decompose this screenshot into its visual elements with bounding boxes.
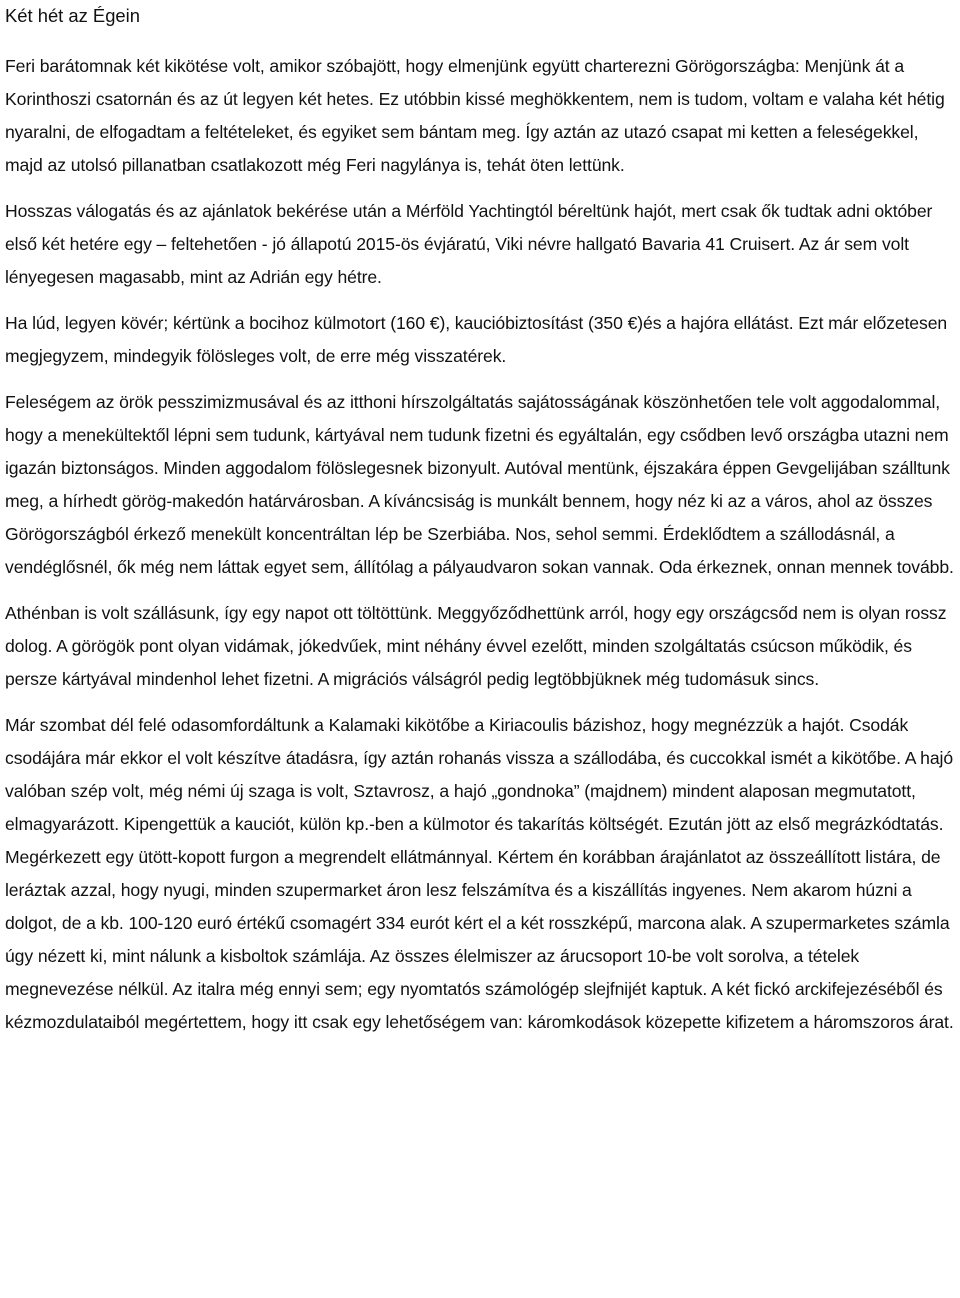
paragraph-athens: Athénban is volt szállásunk, így egy napot ott töltöttünk. Meggyőződhettünk arról, hogy egy országcsőd nem is olyan rossz dolog. A görögök pont olyan vidámak, jókedvűek, mint néhány évvel ezelőtt, minden szolgáltatás csúcson működik, és persze kártyával mindenhol lehet fizetni. A migrációs válságról pedig legtöbbjüknek még tudomásuk sincs.	[5, 603, 947, 689]
paragraph-handover: Már szombat dél felé odasomfordáltunk a Kalamaki kikötőbe a Kiriacoulis bázishoz, hogy megnézzük a hajót. Csodák csodájára már ekkor el volt készítve átadásra, így aztán rohanás vissza a szállodába, és cuccokkal ismét a kikötőbe. A hajó valóban szép volt, még némi új szaga is volt, Sztavrosz, a hajó „gondnoka” (majdnem) mindent alaposan megmutatott, elmagyarázott. Kipengettük a kauciót, külön kp.-ben a külmotor és takarítás költségét. Ezután jött az első megrázkódtatás. Megérkezett egy ütött-kopott furgon a megrendelt ellátmánnyal. Kértem én korábban árajánlatot az összeállított listára, de leráztak azzal, hogy nyugi, minden szupermarket áron lesz felszámítva és a kiszállítás ingyenes. Nem akarom húzni a dolgot, de a kb. 100-120 euró értékű csomagért 334 eurót kért el a két rosszképű, marcona alak. A szupermarketes számla úgy nézett ki, mint nálunk a kisboltok számlája. Az összes élelmiszer az árucsoport 10-be volt sorolva, a tételek megnevezése nélkül. Az italra még ennyi sem; egy nyomtatós számológép slejfnijét kaptuk. A két fickó arckifejezéséből és kézmozdulataiból megértettem, hogy itt csak egy lehetőségem van: káromkodások közepette kifizetem a háromszoros árat.	[5, 715, 954, 1032]
paragraph-yacht-choice: Hosszas válogatás és az ajánlatok bekérése után a Mérföld Yachtingtól béreltünk hajót, mert csak ők tudtak adni október első két hetére egy – feltehetően - jó állapotú 2015-ös évjáratú, Viki névre hallgató Bavaria 41 Cruisert. Az ár sem volt lényegesen magasabb, mint az Adrián egy hétre.	[5, 201, 933, 287]
document-title: Két hét az Égein	[5, 5, 140, 26]
paragraph-extras: Ha lúd, legyen kövér; kértünk a bocihoz külmotort (160 €), kaucióbiztosítást (350 €)és a hajóra ellátást. Ezt már előzetesen megjegyzem, mindegyik fölösleges volt, de erre még visszatérek.	[5, 313, 948, 366]
paragraph-worries: Feleségem az örök pesszimizmusával és az itthoni hírszolgáltatás sajátosságának köszönhetően tele volt aggodalommal, hogy a menekültektől lépni sem tudunk, kártyával nem tudunk fizetni és egyáltalán, egy csődben levő országba utazni nem igazán biztonságos. Minden aggodalom fölöslegesnek bizonyult. Autóval mentünk, éjszakára éppen Gevgelijában szálltunk meg, a hírhedt görög-makedón határvárosban. A kíváncsiság is munkált bennem, hogy néz ki az a város, ahol az összes Görögországból érkező menekült koncentráltan lép be Szerbiába. Nos, sehol semmi. Érdeklődtem a szállodásnál, a vendéglősnél, ők még nem láttak egyet sem, állítólag a pályaudvaron sokan vannak. Oda érkeznek, onnan mennek tovább.	[5, 392, 954, 577]
paragraph-intro: Feri barátomnak két kikötése volt, amikor szóbajött, hogy elmenjünk együtt charterezni Görögországba: Menjünk át a Korinthoszi csatornán és az út legyen két hetes. Ez utóbbin kissé meghökkentem, nem is tudom, voltam e valaha két hétig nyaralni, de elfogadtam a feltételeket, és egyiket sem bántam meg. Így aztán az utazó csapat mi ketten a feleségekkel, majd az utolsó pillanatban csatlakozott még Feri nagylánya is, tehát öten lettünk.	[5, 56, 945, 175]
